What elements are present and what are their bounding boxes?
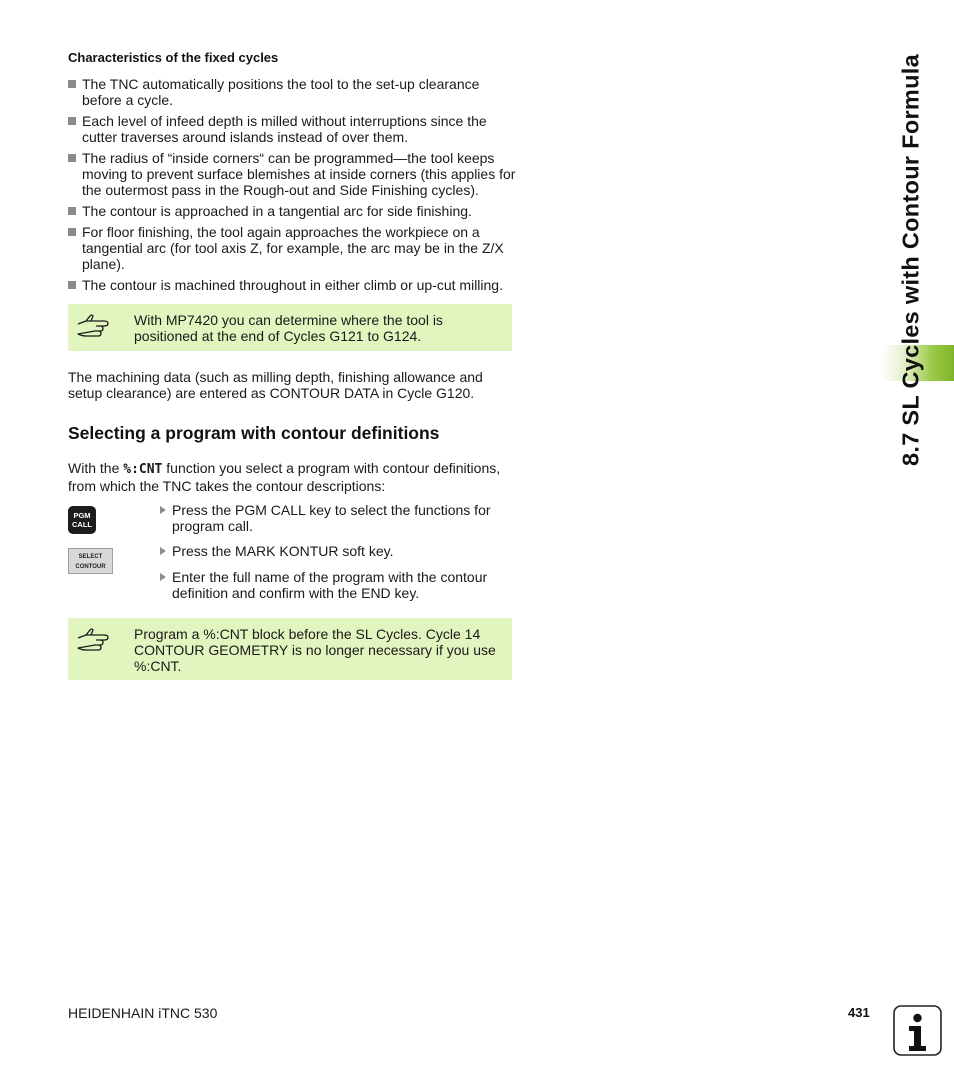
cnt-code: %:CNT: [123, 462, 163, 477]
list-item: The contour is approached in a tangential arc for side finishing.: [68, 203, 516, 219]
note-text: Program a %:CNT block before the SL Cycles. Cycle 14 CONTOUR GEOMETRY is no longer necessary if you use %:CNT.: [134, 626, 496, 674]
step-item: Press the MARK KONTUR soft key.: [158, 543, 510, 559]
pointing-hand-icon: [76, 626, 112, 654]
note-box: [68, 618, 512, 680]
characteristics-list: [68, 76, 516, 298]
triangle-bullet-icon: [160, 547, 166, 555]
section-title: Characteristics of the fixed cycles: [68, 50, 279, 65]
note-text: With MP7420 you can determine where the tool is positioned at the end of Cycles G121 to G124.: [134, 312, 443, 344]
pgm-call-key: PGM CALL: [68, 506, 96, 534]
list-item: For floor finishing, the tool again approaches the workpiece on a tangential arc (for tool axis Z, for example, the arc may be in the Z/X plane).: [68, 224, 516, 272]
square-bullet-icon: [68, 207, 76, 215]
list-item: The radius of “inside corners“ can be programmed—the tool keeps moving to prevent surface blemishes at inside corners (this applies for the outermost pass in the Rough-out and Side Finishing cycles).: [68, 150, 516, 198]
step-item: Press the PGM CALL key to select the functions for program call.: [158, 502, 510, 534]
square-bullet-icon: [68, 228, 76, 236]
square-bullet-icon: [68, 80, 76, 88]
list-item: The contour is machined throughout in either climb or up-cut milling.: [68, 277, 516, 293]
square-bullet-icon: [68, 117, 76, 125]
info-icon: [893, 1005, 942, 1056]
select-contour-softkey: SELECT CONTOUR: [68, 548, 113, 574]
triangle-bullet-icon: [160, 506, 166, 514]
square-bullet-icon: [68, 281, 76, 289]
running-header-vertical: 8.7 SL Cycles with Contour Formula: [897, 54, 924, 466]
footer-product: HEIDENHAIN iTNC 530: [68, 1005, 218, 1021]
list-item: The TNC automatically positions the tool to the set-up clearance before a cycle.: [68, 76, 516, 108]
step-item: Enter the full name of the program with the contour definition and confirm with the END key.: [158, 569, 510, 601]
subsection-heading: Selecting a program with contour definitions: [68, 423, 440, 443]
list-item: Each level of infeed depth is milled without interruptions since the cutter traverses around islands instead of over them.: [68, 113, 516, 145]
note-box: [68, 304, 512, 351]
intro-paragraph: With the %:CNT function you select a program with contour definitions, from which the TNC takes the contour descriptions:: [68, 460, 501, 494]
square-bullet-icon: [68, 154, 76, 162]
page-number: 431: [848, 1005, 870, 1020]
pointing-hand-icon: [76, 312, 112, 340]
triangle-bullet-icon: [160, 573, 166, 581]
machining-paragraph: The machining data (such as milling depth, finishing allowance and setup clearance) are entered as CONTOUR DATA in Cycle G120.: [68, 369, 483, 401]
